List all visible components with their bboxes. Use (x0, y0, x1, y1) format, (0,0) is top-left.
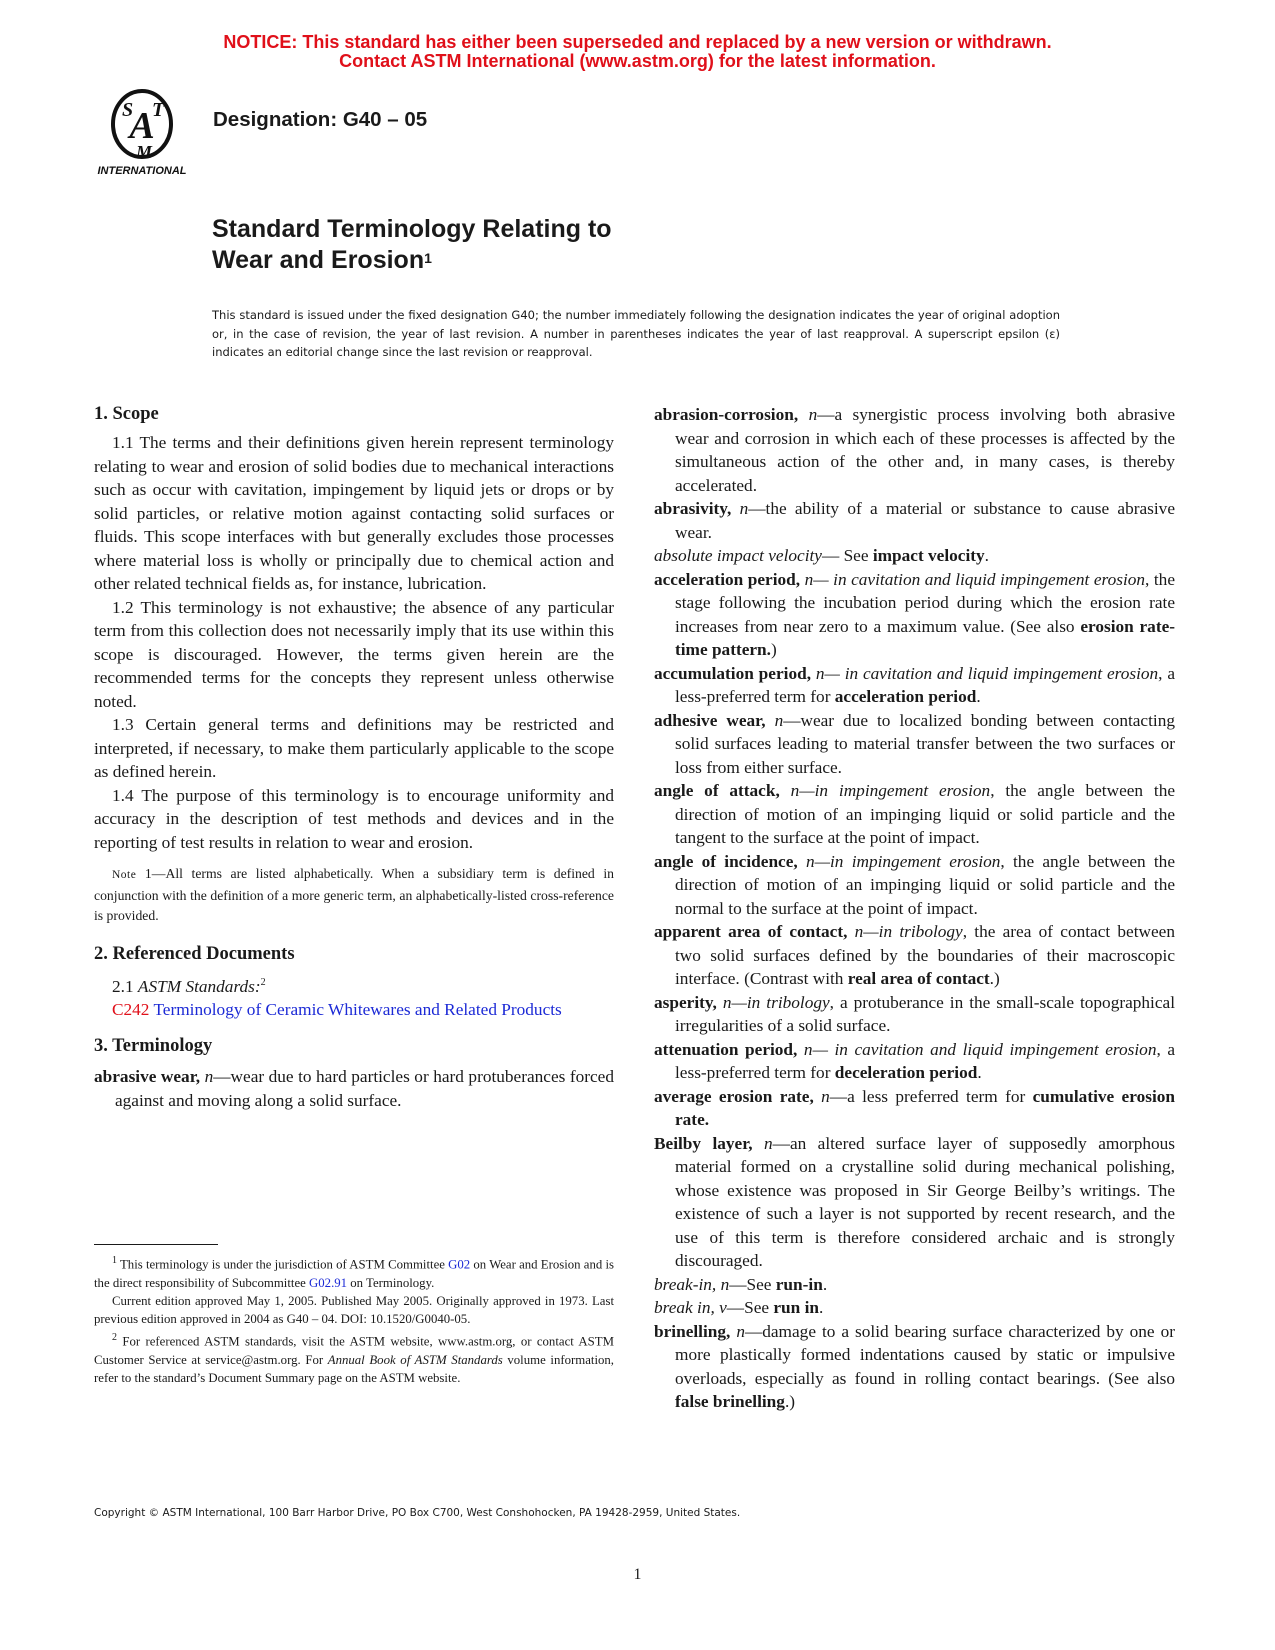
document-title (212, 214, 612, 276)
notice-line-1: NOTICE: This standard has either been superseded and replaced by a new version or withdrawn. (223, 32, 1052, 52)
term-abrasive-wear: abrasive wear, n—wear due to hard particles or hard protuberances forced against and moving along a solid surface. (94, 1067, 614, 1110)
term-attenuation-period: attenuation period, n— in cavitation and liquid impingement erosion, a less-preferred term for deceleration period. (654, 1039, 1176, 1082)
notice-line-2: Contact ASTM International (www.astm.org) for the latest information. (339, 51, 936, 71)
term-abrasion-corrosion: abrasion-corrosion, n—a synergistic process involving both abrasive wear and corrosion in which each of these processes is affected by the simultaneous action of the other and, in many cases, is thereby accelerated. (654, 405, 1176, 495)
term-angle-of-attack: angle of attack, n—in impingement erosion, the angle between the direction of motion of an impinging liquid or solid particle and the tangent to the surface at the point of impact. (654, 781, 1176, 847)
designation: Designation: G40 – 05 (213, 108, 428, 131)
scope-paragraph-1-4: 1.4 The purpose of this terminology is to encourage uniformity and accuracy in the description of test methods and devices and in the reporting of test results in relation to wear and erosion. (94, 785, 614, 852)
scope-paragraph-1-1: 1.1 The terms and their definitions given herein represent terminology relating to wear and erosion of solid bodies due to mechanical interactions such as occur with cavitation, impingement by liquid jets or drops or by solid particles, or relative motion against contacting solid surfaces or fluids. This scope interfaces with but generally excludes those processes where material loss is wholly or principally due to chemical action and other related technical fields as, for instance, lubrication. (94, 433, 614, 593)
astm-international-logo-icon (92, 86, 196, 182)
notice-banner (0, 33, 1275, 71)
standard-code-link[interactable]: C242 (112, 999, 150, 1019)
title-line-1: Standard Terminology Relating to (212, 215, 612, 243)
subcommittee-link-g0291[interactable]: G02.91 (309, 1275, 348, 1290)
term-acceleration-period: acceleration period, n— in cavitation and liquid impingement erosion, the stage following the incubation period during which the erosion rate increases from near zero to a maximum value. (See also erosion rate-time pattern.) (654, 569, 1175, 659)
term-abrasivity: abrasivity, n—the ability of a material or substance to cause abrasive wear. (654, 499, 1175, 542)
term-beilby-layer: Beilby layer, n—an altered surface layer of supposedly amorphous material formed on a crystalline solid during mechanical polishing, whose existence was proposed in Sir George Beilby’s writings. The existence of such a layer is not supported by recent research, and the use of this term is therefore considered archaic and is strongly discouraged. (654, 1133, 1176, 1270)
standard-title-link[interactable]: Terminology of Ceramic Whitewares and Related Products (149, 999, 562, 1019)
footnote-1-edition: Current edition approved May 1, 2005. Published May 2005. Originally approved in 1973. Last previous edition approved in 2004 as G40 – 04. DOI: 10.1520/G0040-05. (94, 1294, 614, 1327)
footnote-divider (94, 1244, 218, 1245)
referenced-documents-heading: 2. Referenced Documents (94, 943, 295, 964)
left-column (94, 403, 614, 1112)
page-number: 1 (633, 1566, 642, 1583)
footnotes (94, 1252, 614, 1387)
footnote-2: $^2$ For referenced ASTM standards, visit the ASTM website, www.astm.org, or contact ASTM Customer Service at service@astm.org. For Annual Book of ASTM Standards volume information, refer to the standard’s Document Summary page on the ASTM website. (94, 1331, 615, 1385)
terminology-heading: 3. Terminology (94, 1036, 213, 1057)
term-break-in-verb: break in, v—See run in. (654, 1298, 824, 1317)
note-text: 1—All terms are listed alphabetically. When a subsidiary term is defined in conjunction with the definition of a more generic term, an alphabetically-listed cross-reference is provided. (94, 866, 614, 923)
astm-standards-label: ASTM Standards: (137, 976, 261, 996)
term-asperity: asperity, n—in tribology, a protuberance in the small-scale topographical irregularities of a solid surface. (654, 992, 1175, 1035)
astm-standards-subheading: 2.1 ASTM Standards:$^2$ (112, 976, 266, 996)
term-apparent-area-of-contact: apparent area of contact, n—in tribology, the area of contact between two solid surfaces defined by the boundaries of their macroscopic interface. (Contrast with real area of contact.) (654, 922, 1175, 988)
referenced-standard-c242[interactable] (112, 998, 614, 1022)
term-break-in-noun: break-in, n—See run-in. (654, 1274, 828, 1294)
scope-paragraph-1-3: 1.3 Certain general terms and definitions may be restricted and interpreted, if necessary, to make them particularly applicable to the scope as defined herein. (94, 715, 614, 781)
title-line-2: Wear and Erosion (212, 246, 425, 274)
term-brinelling: brinelling, n—damage to a solid bearing surface characterized by one or more plastically formed indentations caused by static or impulsive overloads, especially as found in rolling contact bearings. (See also false brinelling.) (654, 1321, 1175, 1411)
committee-link-g02[interactable]: G02 (448, 1257, 471, 1272)
term-accumulation-period: accumulation period, n— in cavitation and liquid impingement erosion, a less-preferred term for acceleration period. (654, 663, 1176, 706)
svg-text:T: T (152, 99, 165, 121)
footnote-1: $^1$ This terminology is under the jurisdiction of ASTM Committee G02 on Wear and Erosion and is the direct responsibility of Subcommittee G02.91 on Terminology. (94, 1255, 615, 1290)
scope-paragraph-1-2: 1.2 This terminology is not exhaustive; the absence of any particular term from this collection does not necessarily imply that its use within this scope is discouraged. However, the terms given herein are the recommended terms for the concepts they represent unless otherwise noted. (94, 597, 614, 711)
astm-standards-footnote-mark: 2 (260, 976, 266, 988)
copyright-line: Copyright © ASTM International, 100 Barr Harbor Drive, PO Box C700, West Conshohocken, PA 19428-2959, United States. (94, 1507, 741, 1519)
term-adhesive-wear: adhesive wear, n—wear due to localized bonding between contacting solid surfaces leading to material transfer between the two surfaces or loss from either surface. (654, 710, 1175, 777)
term-average-erosion-rate: average erosion rate, n—a less preferred term for cumulative erosion rate. (654, 1086, 1175, 1129)
note-label: Note (112, 869, 137, 881)
issued-note: This standard is issued under the fixed designation G40; the number immediately following the designation indicates the year of original adoption or, in the case of revision, the year of last revision. A number in parentheses indicates the year of last reapproval. A superscript epsilon (ε) indicates an editorial change since the last revision or reapproval. (212, 308, 1060, 359)
term-absolute-impact-velocity: absolute impact velocity— See impact velocity. (654, 546, 989, 565)
term-angle-of-incidence: angle of incidence, n—in impingement erosion, the angle between the direction of motion of an impinging liquid or solid particle and the normal to the surface at the point of impact. (654, 851, 1175, 918)
title-footnote-mark: 1 (424, 250, 432, 266)
right-column (654, 403, 1175, 1414)
scope-heading: 1. Scope (94, 404, 159, 424)
svg-text:M: M (136, 142, 153, 162)
logo-text: INTERNATIONAL (97, 165, 187, 177)
svg-text:S: S (122, 99, 134, 121)
scope-note (94, 864, 614, 927)
svg-text:A: A (129, 105, 155, 147)
